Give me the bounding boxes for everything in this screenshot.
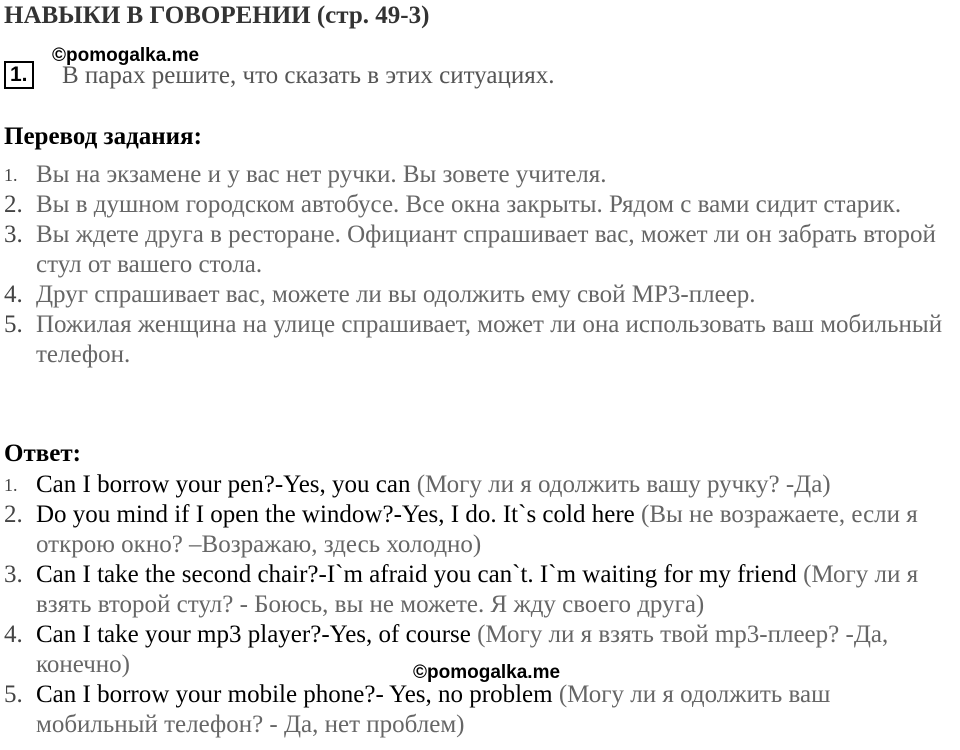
item-number: 2. [4,501,23,528]
answer-english: Can I borrow your mobile phone?- Yes, no problem [36,681,553,708]
item-text: Друг спрашивает вас, можете ли вы одолжить ему свой MP3-плеер. [36,281,756,308]
item-text: Вы ждете друга в ресторане. Официант спрашивает вас, может ли он забрать второй стул от вашего стола. [36,221,936,278]
translation-item-1 [4,160,954,190]
answer-english: Do you mind if I open the window?-Yes, I do. It`s cold here [36,501,635,528]
answer-russian: (Могу ли я взять твой mp3-плеер? -Да, конечно) [36,621,889,678]
translation-heading: Перевод задания: [4,123,202,150]
answer-russian: (Могу ли я одолжить вашу ручку? -Да) [416,471,831,498]
answer-english: Can I borrow your pen?-Yes, you can [36,471,411,498]
item-text: Пожилая женщина на улице спрашивает, может ли она использовать ваш мобильный телефон. [36,311,943,368]
watermark-bottom: ©pomogalka.me [413,662,561,683]
translation-item-3 [4,220,954,280]
answer-english: Can I take your mp3 player?-Yes, of course [36,621,471,648]
item-text: Вы на экзамене и у вас нет ручки. Вы зовете учителя. [36,161,607,188]
answer-list [4,470,954,740]
answer-russian: (Могу ли я взять второй стул? - Боюсь, вы не можете. Я жду своего друга) [36,561,919,618]
page-title: НАВЫКИ В ГОВОРЕНИИ (стр. 49-3) [4,2,430,29]
watermark-top: ©pomogalka.me [52,45,200,66]
item-number: 3. [4,221,23,248]
item-number: 1. [4,475,18,495]
translation-item-4 [4,280,954,310]
answer-item-5 [4,680,954,740]
item-number: 5. [4,311,23,338]
item-number: 3. [4,561,23,588]
item-number: 4. [4,621,23,648]
answer-russian: (Вы не возражаете, если я открою окно? –Возражаю, здесь холодно) [36,501,918,558]
item-text: Вы в душном городском автобусе. Все окна закрыты. Рядом с вами сидит старик. [36,191,902,218]
answer-item-3 [4,560,954,620]
item-number: 4. [4,281,23,308]
task-instruction: В парах решите, что сказать в этих ситуациях. [62,62,555,89]
answer-heading: Ответ: [4,440,81,467]
item-number: 2. [4,191,23,218]
task-number-box: 1. [4,61,34,89]
answer-english: Can I take the second chair?-I`m afraid you can`t. I`m waiting for my friend [36,561,797,588]
answer-item-1 [4,470,954,500]
answer-item-2 [4,500,954,560]
item-number: 5. [4,681,23,708]
item-number: 1. [4,165,18,185]
translation-list [4,160,954,370]
answer-russian: (Могу ли я одолжить ваш мобильный телефон? - Да, нет проблем) [36,681,831,738]
translation-item-5 [4,310,954,370]
translation-item-2 [4,190,954,220]
